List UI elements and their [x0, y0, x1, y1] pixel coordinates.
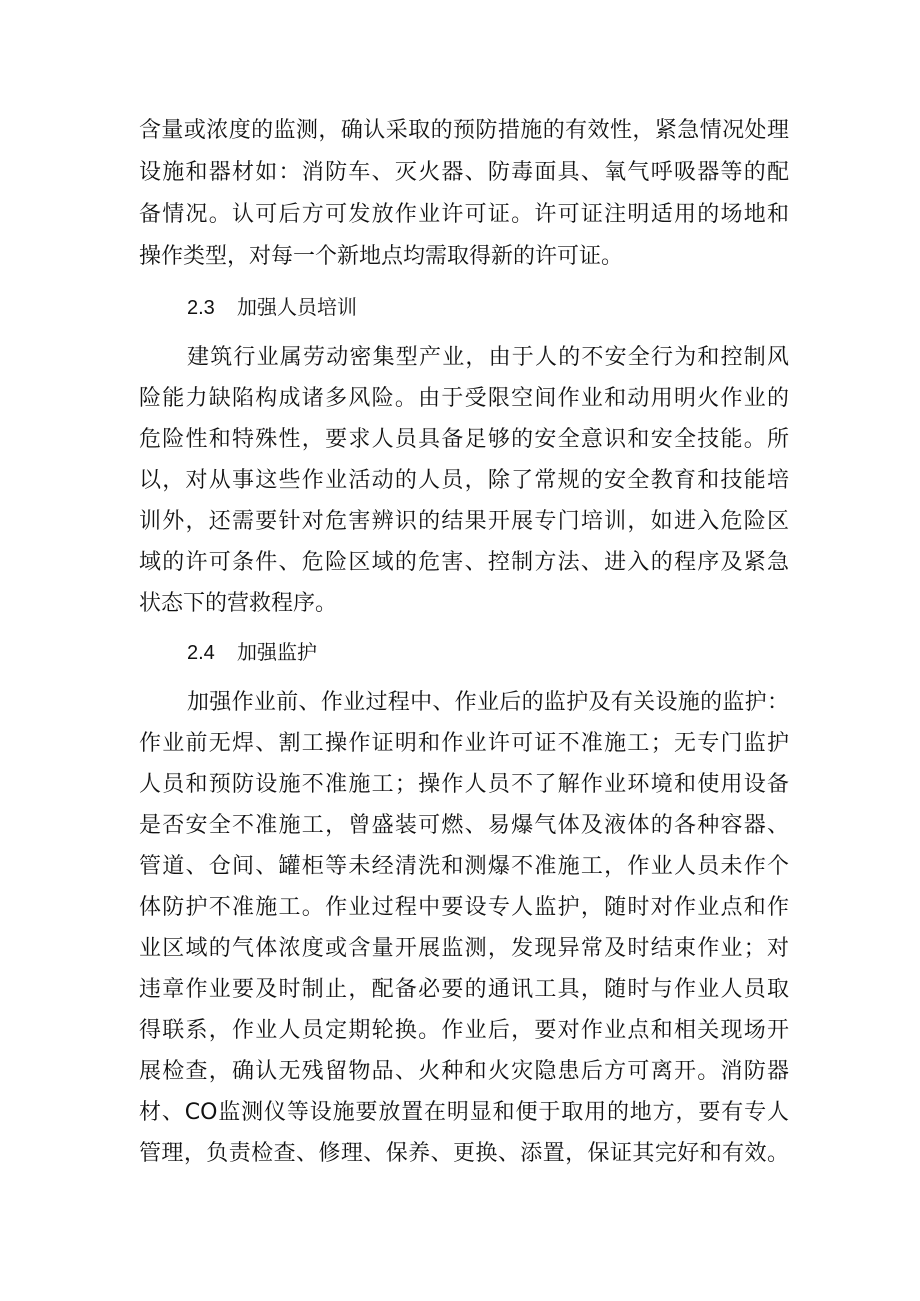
paragraph-2-line-3: 危险性和特殊性，要求人员具备足够的安全意识和安全技能。所: [139, 427, 789, 452]
paragraph-3-line-12: 管理，负责检查、修理、保养、更换、添置，保证其完好和有效。: [139, 1141, 789, 1166]
paragraph-3-line-11: 材、CO监测仪等设施要放置在明显和便于取用的地方，要有专人: [139, 1100, 789, 1125]
paragraph-1-line-2: 设施和器材如：消防车、灭火器、防毒面具、氧气呼吸器等的配: [139, 160, 789, 185]
paragraph-1-line-1: 含量或浓度的监测，确认采取的预防措施的有效性，紧急情况处理: [139, 118, 789, 143]
paragraph-2-line-1: 建筑行业属劳动密集型产业，由于人的不安全行为和控制风: [187, 345, 789, 370]
paragraph-1-line-4: 操作类型，对每一个新地点均需取得新的许可证。: [139, 244, 624, 269]
paragraph-3-line-1: 加强作业前、作业过程中、作业后的监护及有关设施的监护：: [187, 690, 789, 715]
paragraph-2-line-7: 状态下的营救程序。: [139, 591, 338, 616]
paragraph-3-line-6: 体防护不准施工。作业过程中要设专人监护，随时对作业点和作: [139, 895, 789, 920]
paragraph-3-line-8: 违章作业要及时制止，配备必要的通讯工具，随时与作业人员取: [139, 977, 789, 1002]
section-heading-2-3: [187, 290, 357, 324]
paragraph-3-line-3: 人员和预防设施不准施工；操作人员不了解作业环境和使用设备: [139, 772, 789, 797]
paragraph-2-line-5: 训外，还需要针对危害辨识的结果开展专门培训，如进入危险区: [139, 509, 789, 534]
paragraph-3-line-9: 得联系，作业人员定期轮换。作业后，要对作业点和相关现场开: [139, 1018, 789, 1043]
paragraph-3-line-10: 展检查，确认无残留物品、火种和火灾隐患后方可离开。消防器: [139, 1059, 789, 1084]
paragraph-3-line-5: 管道、仓间、罐柜等未经清洗和测爆不准施工，作业人员未作个: [139, 854, 789, 879]
paragraph-3-line-7: 业区域的气体浓度或含量开展监测，发现异常及时结束作业；对: [139, 936, 789, 961]
section-title: 加强监护: [237, 640, 317, 664]
section-heading-2-4: [187, 635, 317, 669]
section-number: 2.4: [187, 642, 215, 664]
paragraph-2-line-4: 以，对从事这些作业活动的人员，除了常规的安全教育和技能培: [139, 468, 789, 493]
paragraph-2-line-6: 域的许可条件、危险区域的危害、控制方法、进入的程序及紧急: [139, 550, 789, 575]
paragraph-1-line-3: 备情况。认可后方可发放作业许可证。许可证注明适用的场地和: [139, 202, 789, 227]
section-number: 2.3: [187, 297, 215, 319]
paragraph-3-line-2: 作业前无焊、割工操作证明和作业许可证不准施工；无专门监护: [139, 731, 789, 756]
section-title: 加强人员培训: [237, 295, 357, 319]
paragraph-3-line-4: 是否安全不准施工，曾盛装可燃、易爆气体及液体的各种容器、: [139, 813, 789, 838]
paragraph-2-line-2: 险能力缺陷构成诸多风险。由于受限空间作业和动用明火作业的: [139, 386, 789, 411]
